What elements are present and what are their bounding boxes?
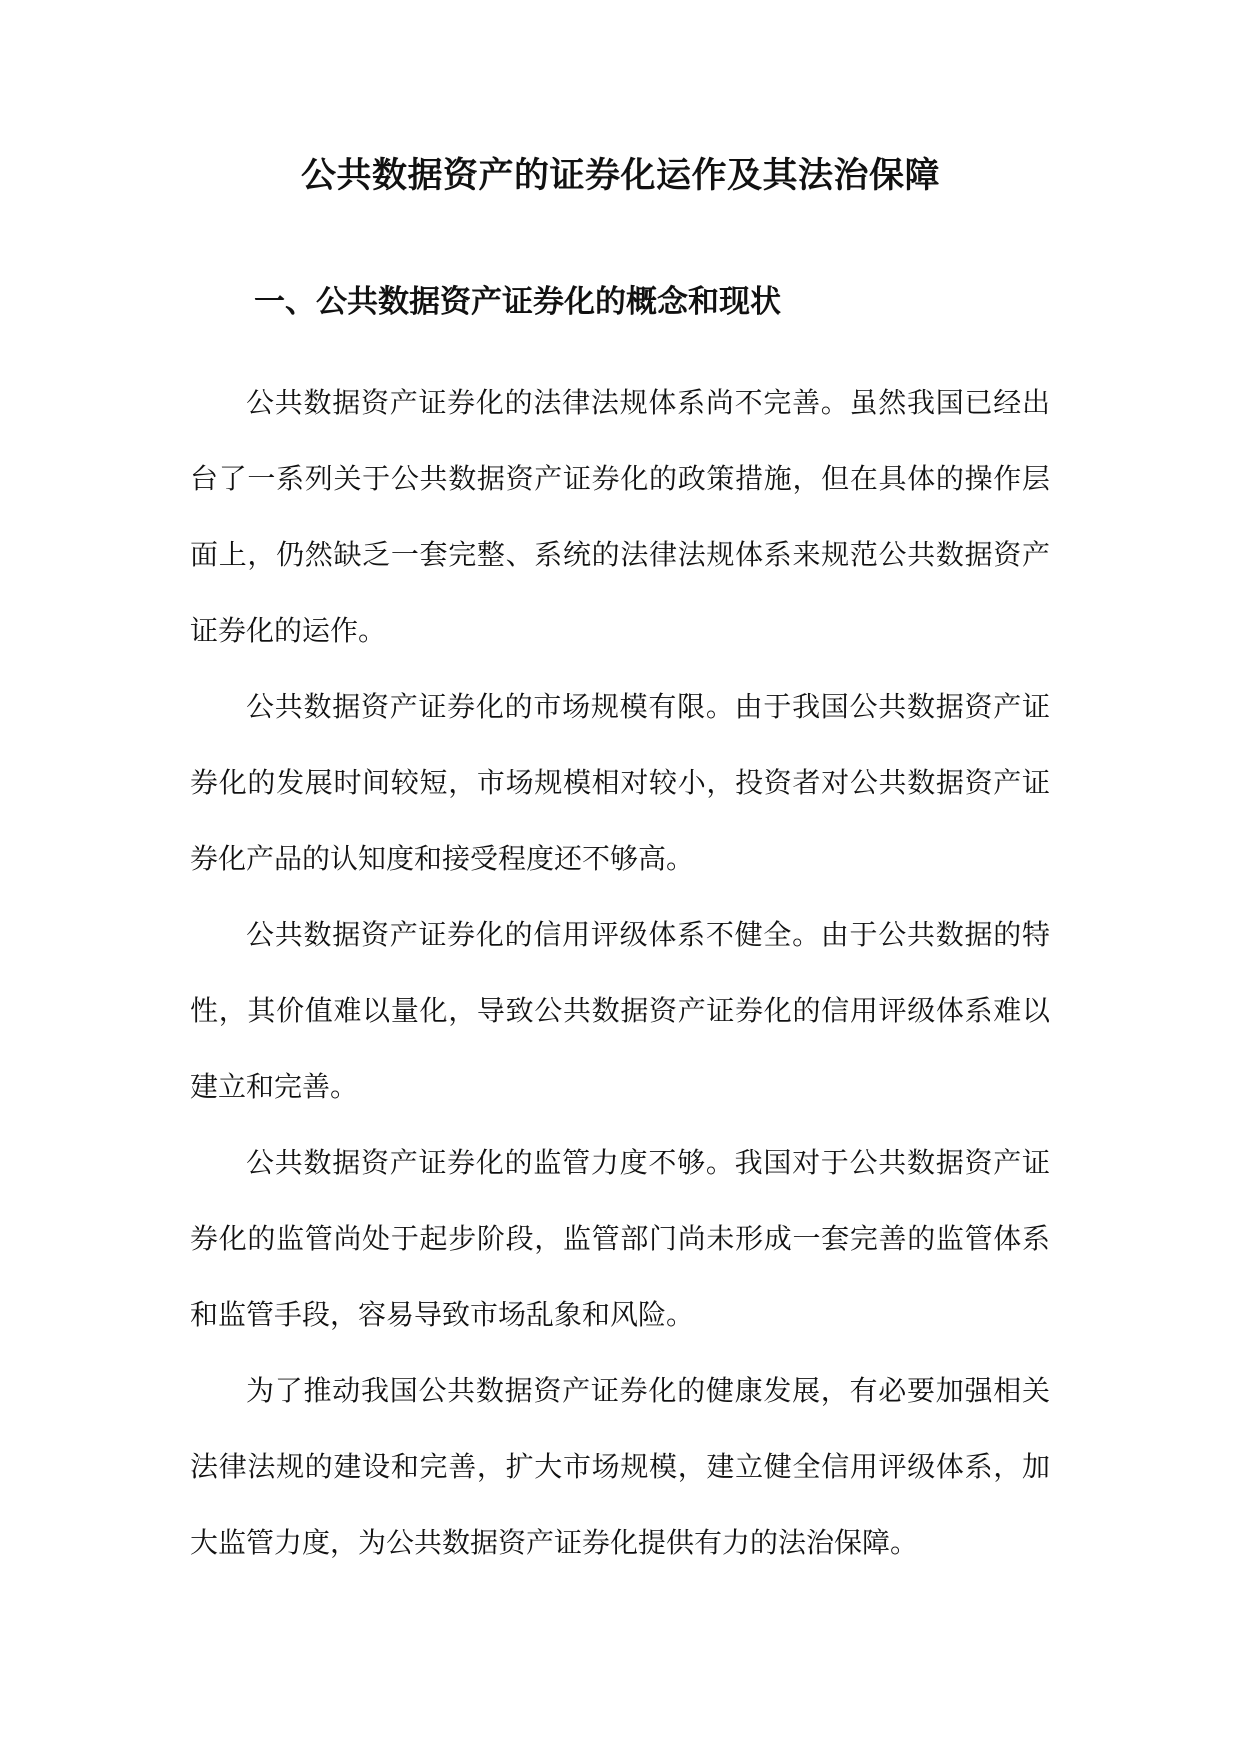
paragraph: 为了推动我国公共数据资产证券化的健康发展，有必要加强相关法律法规的建设和完善，扩大市场规模，建立健全信用评级体系，加大监管力度，为公共数据资产证券化提供有力的法治保障。 [190,1374,1050,1559]
paragraph: 公共数据资产证券化的监管力度不够。我国对于公共数据资产证券化的监管尚处于起步阶段，监管部门尚未形成一套完善的监管体系和监管手段，容易导致市场乱象和风险。 [190,1146,1050,1331]
document-body [190,365,1050,1581]
paragraph: 公共数据资产证券化的市场规模有限。由于我国公共数据资产证券化的发展时间较短，市场规模相对较小，投资者对公共数据资产证券化产品的认知度和接受程度还不够高。 [190,690,1050,875]
section-heading: 一、公共数据资产证券化的概念和现状 [254,284,781,320]
paragraph: 公共数据资产证券化的信用评级体系不健全。由于公共数据的特性，其价值难以量化，导致公共数据资产证券化的信用评级体系难以建立和完善。 [190,918,1050,1103]
document-title: 公共数据资产的证券化运作及其法治保障 [300,155,940,196]
paragraph: 公共数据资产证券化的法律法规体系尚不完善。虽然我国已经出台了一系列关于公共数据资产证券化的政策措施，但在具体的操作层面上，仍然缺乏一套完整、系统的法律法规体系来规范公共数据资产证券化的运作。 [190,386,1050,647]
